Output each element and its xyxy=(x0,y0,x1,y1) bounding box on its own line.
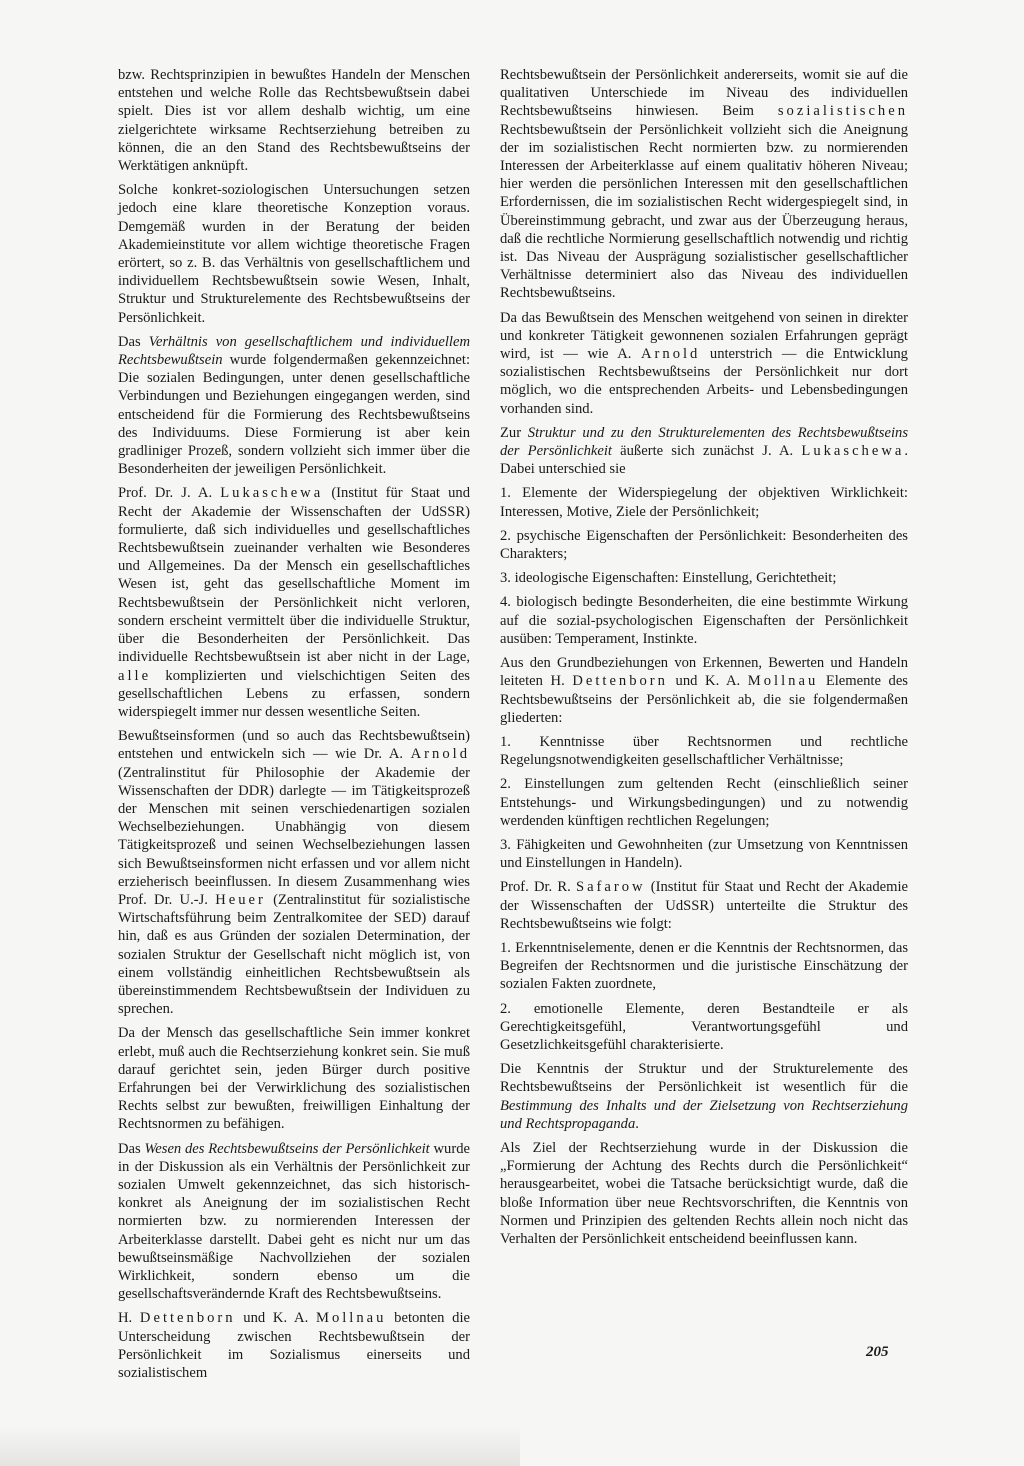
text-run: 2. emotionelle Elemente, deren Bestandteile er als Gerechtigkeitsgefühl, Verantwortungsgefühl und Gesetzlichkeitsgefühl charakterisierte. xyxy=(500,1000,908,1053)
text-run: (Institut für Staat und Recht der Akademie der Wissenschaften der UdSSR) unterteilte die Struktur des Rechtsbewußtseins wie folgt: xyxy=(500,879,908,932)
text-run: Die Kenntnis der Struktur und der Strukturelemente des Rechtsbewußtseins der Persönlichkeit ist wesentlich für die xyxy=(500,1061,908,1096)
paragraph xyxy=(500,527,908,563)
text-run: Rechtsbewußtsein der Persönlichkeit vollzieht sich die Aneignung der im sozialistischen Recht normierten bzw. zu normierenden Interessen der Arbeiterklasse auf einem qualitativ höheren Niveau; hier werden die persönlichen Interessen mit den gesellschaftlichen Erfordernissen, die im sozialistischen Recht widergespiegelt sind, in Übereinstimmung gebracht, und zwar aus der Überzeugung heraus, daß die rechtliche Normierung gesellschaftlich notwendig und richtig ist. Das Niveau der Ausprägung sozialistischer gesellschaftlicher Verhältnisse determiniert also das Niveau des individuellen Rechtsbewußtseins. xyxy=(500,121,908,302)
text-run: H. xyxy=(118,1310,140,1327)
text-run: und K. A. xyxy=(667,673,748,690)
spaced-name: Lukaschewa xyxy=(220,485,324,502)
text-run: (Zentralinstitut für Philosophie der Akademie der Wissenschaften der DDR) darlegte — im Tätigkeitsprozeß der Menschen mit seinen verschiedenartigen sozialen Wechselbeziehungen. Unabhängig von diesem Tätigkeitsprozeß und seinen Wechselbeziehungen lassen sich Bewußtseinsformen nicht erfassen und vor allem nicht erzieherisch beeinflussen. In diesem Zusammenhang wies Prof. Dr. U.-J. xyxy=(118,764,470,908)
text-run: Als Ziel der Rechtserziehung wurde in der Diskussion die „Formierung der Achtung des Rechts durch die Persönlichkeit“ herausgearbeitet, wobei die Tatsache berücksichtigt wurde, daß die bloße Information über neue Rechtsvorschriften, die Kenntnis von Normen und Prinzipien des geltenden Rechts allein noch nicht das Verhalten der Persönlichkeit entscheidend beeinflussen kann. xyxy=(500,1139,908,1247)
paragraph xyxy=(500,66,908,303)
paragraph xyxy=(118,1140,470,1304)
emphasis-text: Bestimmung des Inhalts und der Zielsetzung von Rechtserziehung und Rechtspropaganda xyxy=(500,1097,908,1132)
paragraph xyxy=(500,878,908,933)
paragraph xyxy=(500,484,908,520)
text-run: Rechtsbewußtsein der Persönlichkeit andererseits, womit sie auf die qualitativen Unterschiede im Niveau des individuellen Rechtsbewußtseins hinwiesen. Beim xyxy=(500,67,908,120)
text-run: unterstrich — die Entwicklung sozialistischen Rechtsbewußtseins der Persönlichkeit nur dort möglich, wo die entsprechenden Arbeits- und Lebensbedingungen vorhanden sind. xyxy=(500,346,908,417)
spaced-name: Mollnau xyxy=(747,673,819,690)
text-run: wurde folgendermaßen gekennzeichnet: Die sozialen Bedingungen, unter denen gesellschaftliche Verbindungen und Beziehungen eingegangen werden, sind entscheidend für die Formierung des Rechtsbewußtseins des Individuums. Diese Formierung ist aber kein gradliniger Prozeß, sondern vollzieht sich immer über die Besonderheiten der jeweiligen Persönlichkeit. xyxy=(118,352,470,478)
text-run: . xyxy=(635,1115,639,1132)
paragraph xyxy=(118,66,470,175)
spaced-name: Dettenborn xyxy=(572,673,668,690)
paragraph xyxy=(500,939,908,994)
text-run: Da das Bewußtsein des Menschen weitgehend von seinen in direkter und konkreter Tätigkeit gewonnenen sozialen Erfahrungen geprägt wird, ist — wie A. xyxy=(500,309,908,363)
paragraph xyxy=(500,654,908,727)
text-run: 1. Kenntnisse über Rechtsnormen und rechtliche Regelungsnotwendigkeiten gesellschaftlicher Verhältnisse; xyxy=(500,733,908,769)
spaced-name: sozialistischen xyxy=(777,103,908,120)
text-run: und K. A. xyxy=(235,1310,316,1327)
spaced-name: Mollnau xyxy=(315,1310,387,1327)
emphasis-text: Struktur und zu den Strukturelementen des Rechtsbewußtseins der Persönlichkeit xyxy=(500,424,908,460)
text-run: komplizierten und vielschichtigen Seiten des gesellschaftlichen Lebens zu erfassen, sondern widerspiegelt immer nur dessen wesentliche Seiten. xyxy=(118,667,470,720)
paragraph xyxy=(500,593,908,648)
text-run: betonten die Unterscheidung zwischen Rechtsbewußtsein der Persönlichkeit im Sozialismus einerseits und sozialistischem xyxy=(118,1310,470,1382)
paragraph xyxy=(500,1060,908,1133)
spaced-name: Arnold xyxy=(641,346,701,363)
text-run: Das xyxy=(118,1140,145,1157)
paragraph xyxy=(118,484,470,721)
right-text-column xyxy=(500,66,908,1254)
text-run: Das xyxy=(118,333,149,350)
text-run: Prof. Dr. J. A. xyxy=(118,485,221,502)
paragraph xyxy=(118,181,470,327)
paragraph xyxy=(500,1000,908,1055)
text-run: 3. ideologische Eigenschaften: Einstellung, Gerichtetheit; xyxy=(500,570,837,587)
text-run: 1. Elemente der Widerspiegelung der objektiven Wirklichkeit: Interessen, Motive, Ziele der Persönlichkeit; xyxy=(500,485,908,520)
spaced-name: Safarow xyxy=(575,879,646,896)
paragraph xyxy=(500,836,908,872)
spaced-name: Arnold xyxy=(410,746,470,763)
text-run: Aus den Grundbeziehungen von Erkennen, Bewerten und Handeln leiteten H. xyxy=(500,655,908,690)
spaced-name: Heuer xyxy=(215,891,266,908)
page-number: 205 xyxy=(866,1344,889,1360)
paragraph xyxy=(500,309,908,418)
spaced-name: alle xyxy=(118,667,152,684)
paragraph xyxy=(500,733,908,769)
text-run: wurde in der Diskussion als ein Verhältnis der Persönlichkeit zur sozialen Umwelt gekennzeichnet, das sich historisch-konkret als Aneignung der im sozialistischen Recht normierten bzw. zu normierenden Interessen der Arbeiterklasse darstellt. Dabei geht es nicht nur um das bewußtseinsmäßige Nachvollziehen der sozialen Wirklichkeit, sondern ebenso um die gesellschaftsverändernde Kraft des Rechtsbewußtseins. xyxy=(118,1140,470,1303)
text-run: Elemente des Rechtsbewußtseins der Persönlichkeit ab, die sie folgendermaßen gliederten: xyxy=(500,673,908,726)
emphasis-text: Verhältnis von gesellschaftlichem und individuellem Rechtsbewußtsein xyxy=(118,333,470,369)
paragraph xyxy=(118,1309,470,1382)
paragraph xyxy=(500,775,908,830)
paragraph xyxy=(500,1139,908,1248)
paragraph xyxy=(118,333,470,479)
paragraph xyxy=(500,424,908,479)
text-run: (Institut für Staat und Recht der Akademie der Wissenschaften der UdSSR) formulierte, daß sich individuelles und gesellschaftliches Rechtsbewußtsein zueinander verhalten wie Besonderes und Allgemeines. Da der Mensch ein gesellschaftliches Wesen ist, geht das gesellschaftliche Moment im Rechtsbewußtsein der Persönlichkeit nicht verloren, sondern erscheint vermittelt über die individuelle Struktur, über die Besonderheiten der Persönlichkeit. Das individuelle Rechtsbewußtsein ist aber nicht in der Lage, xyxy=(118,485,470,666)
text-run: 4. biologisch bedingte Besonderheiten, die eine bestimmte Wirkung auf die sozial-psychologischen Eigenschaften der Persönlichkeit ausüben: Temperament, Instinkte. xyxy=(500,594,908,647)
text-run: Zur xyxy=(500,424,528,441)
text-run: Solche konkret-soziologischen Untersuchungen setzen jedoch eine klare theoretische Konzeption voraus. Demgemäß wurden in der Beratung der beiden Akademieinstitute vor allem wichtige theoretische Fragen erörtert, so z. B. das Verhältnis von gesellschaftlichem und individuellem Rechtsbewußtsein sowie Wesen, Inhalt, Struktur und Strukturelemente des Rechtsbewußtseins der Persönlichkeit. xyxy=(118,182,470,326)
paragraph xyxy=(118,727,470,1018)
text-run: 3. Fähigkeiten und Gewohnheiten (zur Umsetzung von Kenntnissen und Einstellungen in Handeln). xyxy=(500,836,908,872)
text-run: 2. psychische Eigenschaften der Persönlichkeit: Besonderheiten des Charakters; xyxy=(500,527,908,563)
text-run: (Zentralinstitut für sozialistische Wirtschaftsführung beim Zentralkomitee der SED) darauf hin, daß es aus Gründen der sozialen Determination, der sozialen Struktur der Gesellschaft nicht möglich ist, von einem vollständig einheitlichen Rechtsbewußtsein als übereinstimmendem Rechtsbewußtsein der Individuen zu sprechen. xyxy=(118,891,470,1018)
text-run: Bewußtseinsformen (und so auch das Rechtsbewußtsein) entstehen und entwickeln sich — wie Dr. A. xyxy=(118,728,470,763)
text-run: Prof. Dr. R. xyxy=(500,879,576,896)
left-text-column xyxy=(118,66,470,1388)
emphasis-text: Wesen des Rechtsbewußtseins der Persönlichkeit xyxy=(144,1140,430,1157)
paragraph xyxy=(118,1024,470,1133)
spaced-name: Lukaschewa xyxy=(801,443,905,460)
text-run: äußerte sich zunächst J. A. xyxy=(611,443,802,460)
text-run: 1. Erkenntniselemente, denen er die Kenntnis der Rechtsnormen, das Begreifen der Rechtsnormen und die juristische Einschätzung der sozialen Fakten zuordnete, xyxy=(500,939,908,993)
text-run: bzw. Rechtsprinzipien in bewußtes Handeln der Menschen entstehen und welche Rolle das Rechtsbewußtsein dabei spielt. Dies ist vor allem deshalb wichtig, um eine zielgerichtete wirksame Rechtserziehung betreiben zu können, die an den Stand des Rechtsbewußtseins der Werktätigen anknüpft. xyxy=(118,67,470,175)
text-run: . Dabei unterschied sie xyxy=(500,443,908,478)
paragraph xyxy=(500,569,908,587)
spaced-name: Dettenborn xyxy=(139,1310,236,1327)
text-run: Da der Mensch das gesellschaftliche Sein immer konkret erlebt, muß auch die Rechtserziehung konkret sein. Sie muß darauf gerichtet sein, jeden Bürger durch positive Erfahrungen bei der Verwirklichung des sozialistischen Rechts selbst zur bewußten, freiwilligen Einhaltung der Rechtsnormen zu befähigen. xyxy=(118,1025,470,1133)
text-run: 2. Einstellungen zum geltenden Recht (einschließlich seiner Entstehungs- und Wirkungsbedingungen) und zu notwendig werdenden künftigen rechtlichen Regelungen; xyxy=(500,776,908,829)
scan-shadow xyxy=(0,1426,520,1466)
